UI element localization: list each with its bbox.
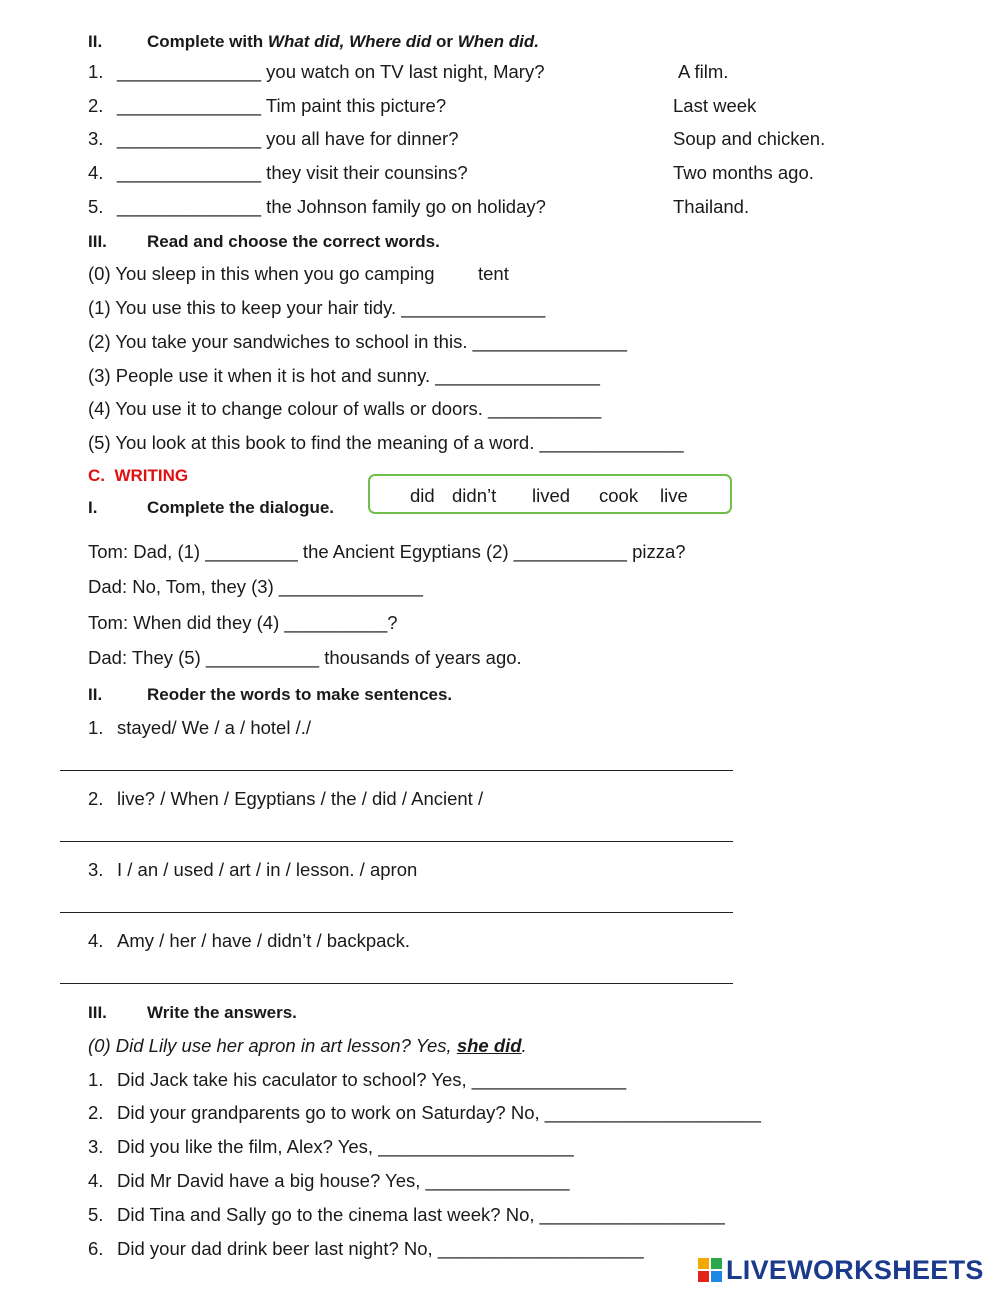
section-number: III. bbox=[88, 1003, 107, 1022]
question-text[interactable]: ______________ they visit their counsins? bbox=[117, 162, 468, 183]
question-text[interactable]: (3) People use it when it is hot and sunny. ________________ bbox=[88, 365, 600, 386]
item-number: 1. bbox=[88, 61, 104, 82]
example-question: (0) Did Lily use her apron in art lesson? Yes, bbox=[88, 1035, 457, 1056]
logo-square bbox=[711, 1271, 722, 1282]
title-comma: , bbox=[339, 32, 350, 51]
answer-text: Last week bbox=[673, 95, 757, 116]
answer-text: Soup and chicken. bbox=[673, 128, 826, 149]
item-number: 3. bbox=[88, 128, 104, 149]
item-number: 2. bbox=[88, 1102, 104, 1123]
word-bank-word: lived bbox=[532, 485, 571, 506]
question-text[interactable]: (1) You use this to keep your hair tidy. ______________ bbox=[88, 297, 546, 318]
item-number: 4. bbox=[88, 1170, 104, 1191]
question-text[interactable]: (5) You look at this book to find the meaning of a word. ______________ bbox=[88, 432, 684, 453]
item-number: 2. bbox=[88, 95, 104, 116]
item-number: 1. bbox=[88, 717, 104, 738]
scrambled-words: stayed/ We / a / hotel /./ bbox=[117, 717, 312, 738]
logo-square bbox=[698, 1271, 709, 1282]
word-bank-word: live bbox=[660, 485, 688, 506]
answer-text: A film. bbox=[678, 61, 729, 82]
question-text[interactable]: Did you like the film, Alex? Yes, ___________________ bbox=[117, 1136, 574, 1157]
example-period: . bbox=[521, 1035, 527, 1056]
question-text[interactable]: Did Jack take his caculator to school? Yes, _______________ bbox=[117, 1069, 627, 1090]
item-number: 3. bbox=[88, 859, 104, 880]
section-number: I. bbox=[88, 498, 98, 517]
title-when-did: When did. bbox=[457, 32, 539, 51]
logo-square bbox=[711, 1258, 722, 1269]
logo-square bbox=[698, 1258, 709, 1269]
answer-line[interactable] bbox=[60, 912, 733, 913]
question-text[interactable]: ______________ Tim paint this picture? bbox=[117, 95, 447, 116]
scrambled-words: I / an / used / art / in / lesson. / apron bbox=[117, 859, 418, 880]
item-number: 6. bbox=[88, 1238, 104, 1259]
item-number: 3. bbox=[88, 1136, 104, 1157]
dialogue-line[interactable]: Tom: When did they (4) __________? bbox=[88, 612, 398, 633]
item-number: 2. bbox=[88, 788, 104, 809]
section-title bbox=[147, 31, 539, 53]
word-bank bbox=[368, 474, 732, 514]
question-text[interactable]: ______________ the Johnson family go on holiday? bbox=[117, 196, 546, 217]
question-text[interactable]: (2) You take your sandwiches to school in this. _______________ bbox=[88, 331, 627, 352]
question-text[interactable]: ______________ you watch on TV last night, Mary? bbox=[117, 61, 545, 82]
logo-mark-icon bbox=[698, 1258, 722, 1282]
scrambled-words: live? / When / Egyptians / the / did / Ancient / bbox=[117, 788, 484, 809]
word-bank-word: cook bbox=[599, 485, 639, 506]
section-title: Write the answers. bbox=[147, 1003, 297, 1022]
scrambled-words: Amy / her / have / didn’t / backpack. bbox=[117, 930, 411, 951]
question-text[interactable]: Did your grandparents go to work on Saturday? No, _____________________ bbox=[117, 1102, 761, 1123]
title-what-did: What did bbox=[267, 32, 340, 51]
dialogue-line[interactable]: Dad: They (5) ___________ thousands of years ago. bbox=[88, 647, 522, 668]
item-number: 4. bbox=[88, 162, 104, 183]
example-sentence bbox=[88, 1035, 527, 1057]
question-text[interactable]: Did Tina and Sally go to the cinema last week? No, __________________ bbox=[117, 1204, 725, 1225]
answer-line[interactable] bbox=[60, 983, 733, 984]
word-bank-word: did bbox=[410, 485, 435, 506]
dialogue-line[interactable]: Dad: No, Tom, they (3) ______________ bbox=[88, 576, 423, 597]
answer-line[interactable] bbox=[60, 841, 733, 842]
question-text[interactable]: ______________ you all have for dinner? bbox=[117, 128, 459, 149]
answer-text: Two months ago. bbox=[673, 162, 814, 183]
section-title: Read and choose the correct words. bbox=[147, 232, 440, 251]
answer-text: Thailand. bbox=[673, 196, 750, 217]
question-text[interactable]: Did Mr David have a big house? Yes, ______________ bbox=[117, 1170, 570, 1191]
dialogue-line[interactable]: Tom: Dad, (1) _________ the Ancient Egyptians (2) ___________ pizza? bbox=[88, 541, 686, 562]
answer-line[interactable] bbox=[60, 770, 733, 771]
section-number: III. bbox=[88, 232, 107, 251]
section-title: Reoder the words to make sentences. bbox=[147, 685, 453, 704]
question-text[interactable]: Did your dad drink beer last night? No, ____________________ bbox=[117, 1238, 644, 1259]
item-number: 4. bbox=[88, 930, 104, 951]
item-number: 5. bbox=[88, 196, 104, 217]
question-text[interactable]: (4) You use it to change colour of walls or doors. ___________ bbox=[88, 398, 602, 419]
logo-text: LIVEWORKSHEETS bbox=[726, 1255, 984, 1285]
section-number: II. bbox=[88, 32, 103, 51]
writing-heading: C. WRITING bbox=[88, 466, 189, 485]
example-answer: tent bbox=[478, 263, 509, 284]
section-title: Complete the dialogue. bbox=[147, 498, 335, 517]
word-bank-word: didn’t bbox=[452, 485, 497, 506]
title-or: or bbox=[431, 32, 458, 51]
item-number: 5. bbox=[88, 1204, 104, 1225]
section-number: II. bbox=[88, 685, 103, 704]
item-number: 1. bbox=[88, 1069, 104, 1090]
example-sentence: (0) You sleep in this when you go camping bbox=[88, 263, 435, 284]
title-where-did: Where did bbox=[349, 32, 432, 51]
title-text: Complete with bbox=[147, 32, 268, 51]
example-answer: she did bbox=[456, 1035, 522, 1056]
